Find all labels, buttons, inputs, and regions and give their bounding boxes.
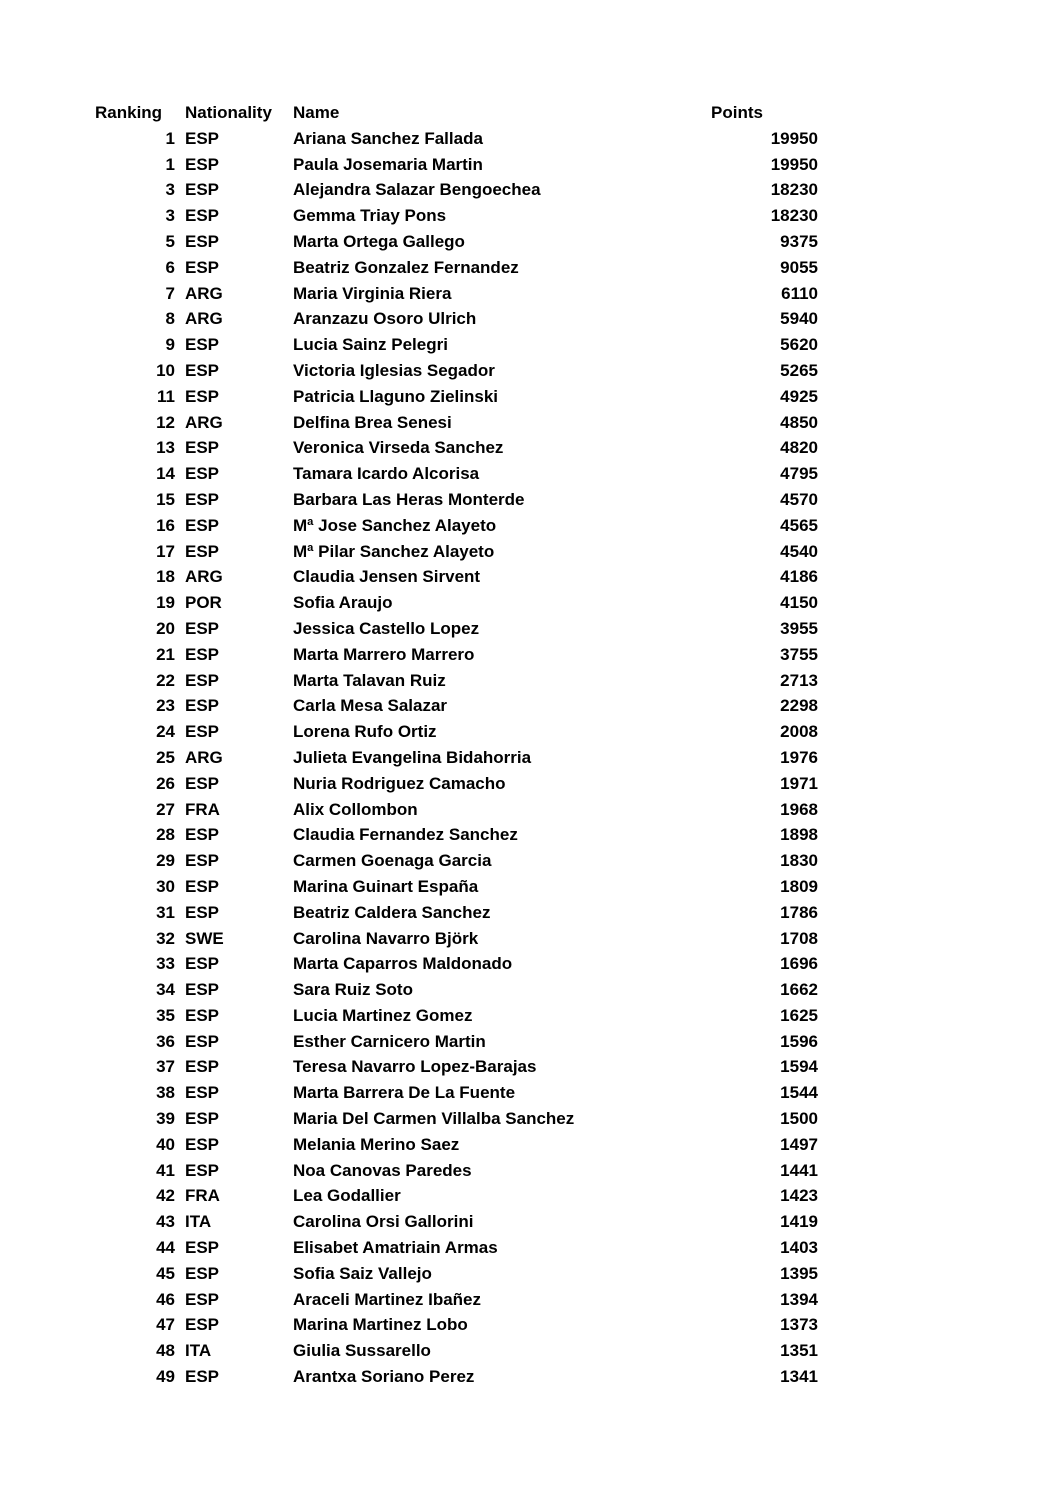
points-cell: 1423 bbox=[780, 1186, 818, 1206]
name-cell: Delfina Brea Senesi bbox=[293, 412, 452, 432]
name-cell: Alix Collombon bbox=[293, 799, 418, 819]
ranking-cell: 23 bbox=[156, 696, 175, 716]
nationality-cell: POR bbox=[185, 593, 222, 613]
nationality-cell: ESP bbox=[185, 1109, 220, 1129]
table-body bbox=[0, 126, 1058, 1390]
table-row bbox=[0, 874, 1058, 900]
name-cell: Claudia Fernandez Sanchez bbox=[293, 825, 518, 845]
name-cell: Marta Talavan Ruiz bbox=[293, 670, 446, 690]
name-cell: Carolina Navarro Björk bbox=[293, 928, 479, 948]
table-row bbox=[0, 1261, 1058, 1287]
nationality-cell: ESP bbox=[185, 722, 220, 742]
nationality-cell: ESP bbox=[185, 489, 220, 509]
name-cell: Marina Guinart España bbox=[293, 876, 479, 896]
name-cell: Noa Canovas Paredes bbox=[293, 1160, 472, 1180]
name-cell: Lorena Rufo Ortiz bbox=[293, 722, 437, 742]
points-cell: 4186 bbox=[780, 567, 818, 587]
name-cell: Teresa Navarro Lopez-Barajas bbox=[293, 1057, 537, 1077]
name-cell: Maria Del Carmen Villalba Sanchez bbox=[293, 1109, 575, 1129]
ranking-cell: 7 bbox=[165, 283, 175, 303]
points-cell: 1395 bbox=[780, 1263, 818, 1283]
table-row bbox=[0, 1080, 1058, 1106]
ranking-cell: 41 bbox=[156, 1160, 175, 1180]
points-cell: 1696 bbox=[780, 954, 818, 974]
table-row bbox=[0, 848, 1058, 874]
nationality-cell: ESP bbox=[185, 154, 220, 174]
ranking-cell: 32 bbox=[156, 928, 175, 948]
nationality-cell: ESP bbox=[185, 1057, 220, 1077]
name-cell: Araceli Martinez Ibañez bbox=[293, 1289, 482, 1309]
name-cell: Patricia Llaguno Zielinski bbox=[293, 386, 498, 406]
points-cell: 1809 bbox=[780, 876, 818, 896]
name-cell: Paula Josemaria Martin bbox=[293, 154, 483, 174]
name-cell: Aranzazu Osoro Ulrich bbox=[293, 309, 477, 329]
table-row bbox=[0, 435, 1058, 461]
nationality-cell: ESP bbox=[185, 618, 220, 638]
points-cell: 1971 bbox=[780, 773, 818, 793]
nationality-cell: ESP bbox=[185, 180, 220, 200]
nationality-cell: ITA bbox=[185, 1341, 212, 1361]
table-row bbox=[0, 281, 1058, 307]
nationality-cell: ESP bbox=[185, 1083, 220, 1103]
table-row bbox=[0, 616, 1058, 642]
ranking-cell: 43 bbox=[156, 1212, 175, 1232]
points-cell: 1351 bbox=[780, 1341, 818, 1361]
ranking-cell: 12 bbox=[156, 412, 175, 432]
points-cell: 3755 bbox=[780, 644, 818, 664]
table-row bbox=[0, 332, 1058, 358]
points-cell: 1596 bbox=[780, 1031, 818, 1051]
ranking-cell: 5 bbox=[165, 231, 175, 251]
table-row bbox=[0, 719, 1058, 745]
table-row bbox=[0, 1312, 1058, 1338]
name-cell: Alejandra Salazar Bengoechea bbox=[293, 180, 541, 200]
nationality-cell: ESP bbox=[185, 902, 220, 922]
name-cell: Claudia Jensen Sirvent bbox=[293, 567, 481, 587]
table-header-row bbox=[0, 100, 1058, 126]
ranking-cell: 35 bbox=[156, 1005, 175, 1025]
points-cell: 1708 bbox=[780, 928, 818, 948]
name-cell: Melania Merino Saez bbox=[293, 1134, 460, 1154]
ranking-cell: 31 bbox=[156, 902, 175, 922]
ranking-cell: 30 bbox=[156, 876, 175, 896]
name-cell: Beatriz Gonzalez Fernandez bbox=[293, 257, 519, 277]
table-row bbox=[0, 745, 1058, 771]
table-row bbox=[0, 977, 1058, 1003]
table-row bbox=[0, 384, 1058, 410]
points-cell: 1419 bbox=[780, 1212, 818, 1232]
ranking-cell: 33 bbox=[156, 954, 175, 974]
table-row bbox=[0, 229, 1058, 255]
table-row bbox=[0, 539, 1058, 565]
nationality-cell: ESP bbox=[185, 438, 220, 458]
ranking-cell: 11 bbox=[157, 386, 175, 406]
ranking-cell: 38 bbox=[156, 1083, 175, 1103]
points-cell: 18230 bbox=[770, 206, 818, 226]
ranking-cell: 34 bbox=[156, 980, 175, 1000]
table-row bbox=[0, 358, 1058, 384]
nationality-cell: ESP bbox=[185, 773, 220, 793]
table-row bbox=[0, 177, 1058, 203]
points-cell: 4540 bbox=[780, 541, 818, 561]
nationality-cell: ESP bbox=[185, 851, 220, 871]
column-header-name: Name bbox=[293, 103, 340, 122]
name-cell: Lucia Sainz Pelegri bbox=[293, 335, 448, 355]
points-cell: 4820 bbox=[780, 438, 818, 458]
name-cell: Sara Ruiz Soto bbox=[293, 980, 413, 1000]
nationality-cell: ESP bbox=[185, 1134, 220, 1154]
ranking-cell: 19 bbox=[156, 593, 175, 613]
points-cell: 1341 bbox=[780, 1367, 818, 1387]
ranking-cell: 16 bbox=[156, 515, 175, 535]
name-cell: Marta Marrero Marrero bbox=[293, 644, 475, 664]
nationality-cell: ESP bbox=[185, 980, 220, 1000]
name-cell: Arantxa Soriano Perez bbox=[293, 1367, 475, 1387]
name-cell: Marta Caparros Maldonado bbox=[293, 954, 513, 974]
table-row bbox=[0, 152, 1058, 178]
points-cell: 1594 bbox=[780, 1057, 818, 1077]
ranking-cell: 26 bbox=[156, 773, 175, 793]
ranking-cell: 18 bbox=[156, 567, 175, 587]
nationality-cell: ESP bbox=[185, 1005, 220, 1025]
table-row bbox=[0, 564, 1058, 590]
name-cell: Victoria Iglesias Segador bbox=[293, 360, 495, 380]
nationality-cell: ARG bbox=[185, 283, 223, 303]
table-row bbox=[0, 900, 1058, 926]
nationality-cell: ESP bbox=[185, 1367, 220, 1387]
ranking-cell: 15 bbox=[156, 489, 175, 509]
points-cell: 4150 bbox=[780, 593, 818, 613]
table-row bbox=[0, 410, 1058, 436]
table-row bbox=[0, 1209, 1058, 1235]
table-row bbox=[0, 1106, 1058, 1132]
nationality-cell: ESP bbox=[185, 128, 220, 148]
nationality-cell: ESP bbox=[185, 1289, 220, 1309]
ranking-cell: 1 bbox=[165, 128, 175, 148]
table-row bbox=[0, 126, 1058, 152]
points-cell: 19950 bbox=[770, 128, 818, 148]
points-cell: 2008 bbox=[780, 722, 818, 742]
table-row bbox=[0, 951, 1058, 977]
nationality-cell: ESP bbox=[185, 231, 220, 251]
nationality-cell: ESP bbox=[185, 1238, 220, 1258]
name-cell: Tamara Icardo Alcorisa bbox=[293, 464, 480, 484]
ranking-cell: 21 bbox=[156, 644, 175, 664]
points-cell: 9055 bbox=[780, 257, 818, 277]
nationality-cell: ESP bbox=[185, 206, 220, 226]
ranking-cell: 13 bbox=[156, 438, 175, 458]
name-cell: Esther Carnicero Martin bbox=[293, 1031, 486, 1051]
name-cell: Marta Barrera De La Fuente bbox=[293, 1083, 516, 1103]
ranking-cell: 10 bbox=[156, 360, 175, 380]
nationality-cell: FRA bbox=[185, 799, 220, 819]
nationality-cell: ESP bbox=[185, 696, 220, 716]
ranking-cell: 20 bbox=[156, 618, 175, 638]
nationality-cell: ESP bbox=[185, 1160, 220, 1180]
ranking-cell: 39 bbox=[156, 1109, 175, 1129]
points-cell: 1394 bbox=[780, 1289, 818, 1309]
name-cell: Ariana Sanchez Fallada bbox=[293, 128, 483, 148]
table-row bbox=[0, 642, 1058, 668]
ranking-cell: 37 bbox=[156, 1057, 175, 1077]
ranking-cell: 1 bbox=[165, 154, 175, 174]
nationality-cell: ESP bbox=[185, 541, 220, 561]
points-cell: 5620 bbox=[780, 335, 818, 355]
points-cell: 1497 bbox=[780, 1134, 818, 1154]
name-cell: Nuria Rodriguez Camacho bbox=[293, 773, 506, 793]
name-cell: Mª Pilar Sanchez Alayeto bbox=[293, 541, 495, 561]
table-row bbox=[0, 306, 1058, 332]
column-header-nationality: Nationality bbox=[185, 103, 272, 122]
table-row bbox=[0, 1287, 1058, 1313]
table-row bbox=[0, 203, 1058, 229]
nationality-cell: ESP bbox=[185, 515, 220, 535]
table-row bbox=[0, 255, 1058, 281]
nationality-cell: ESP bbox=[185, 335, 220, 355]
nationality-cell: ESP bbox=[185, 954, 220, 974]
points-cell: 18230 bbox=[770, 180, 818, 200]
name-cell: Lucia Martinez Gomez bbox=[293, 1005, 473, 1025]
name-cell: Carmen Goenaga Garcia bbox=[293, 851, 492, 871]
ranking-cell: 36 bbox=[156, 1031, 175, 1051]
points-cell: 2713 bbox=[780, 670, 818, 690]
ranking-cell: 25 bbox=[156, 747, 175, 767]
nationality-cell: ITA bbox=[185, 1212, 212, 1232]
ranking-cell: 46 bbox=[156, 1289, 175, 1309]
table-row bbox=[0, 1158, 1058, 1184]
nationality-cell: ESP bbox=[185, 386, 220, 406]
ranking-cell: 28 bbox=[156, 825, 175, 845]
table-row bbox=[0, 1054, 1058, 1080]
name-cell: Marina Martinez Lobo bbox=[293, 1315, 468, 1335]
column-header-points: Points bbox=[711, 103, 763, 122]
name-cell: Jessica Castello Lopez bbox=[293, 618, 480, 638]
nationality-cell: SWE bbox=[185, 928, 224, 948]
ranking-cell: 6 bbox=[165, 257, 175, 277]
name-cell: Carla Mesa Salazar bbox=[293, 696, 448, 716]
points-cell: 4570 bbox=[780, 489, 818, 509]
name-cell: Sofia Araujo bbox=[293, 593, 393, 613]
table-row bbox=[0, 1029, 1058, 1055]
points-cell: 1625 bbox=[780, 1005, 818, 1025]
nationality-cell: ESP bbox=[185, 670, 220, 690]
points-cell: 1786 bbox=[780, 902, 818, 922]
name-cell: Sofia Saiz Vallejo bbox=[293, 1263, 432, 1283]
name-cell: Beatriz Caldera Sanchez bbox=[293, 902, 491, 922]
nationality-cell: FRA bbox=[185, 1186, 220, 1206]
name-cell: Maria Virginia Riera bbox=[293, 283, 452, 303]
points-cell: 1662 bbox=[780, 980, 818, 1000]
points-cell: 1976 bbox=[780, 747, 818, 767]
ranking-cell: 47 bbox=[156, 1315, 175, 1335]
table-row bbox=[0, 1364, 1058, 1390]
nationality-cell: ESP bbox=[185, 464, 220, 484]
points-cell: 9375 bbox=[780, 231, 818, 251]
nationality-cell: ARG bbox=[185, 747, 223, 767]
nationality-cell: ESP bbox=[185, 876, 220, 896]
nationality-cell: ESP bbox=[185, 1315, 220, 1335]
points-cell: 1441 bbox=[780, 1160, 818, 1180]
table-row bbox=[0, 771, 1058, 797]
name-cell: Mª Jose Sanchez Alayeto bbox=[293, 515, 497, 535]
table-row bbox=[0, 1132, 1058, 1158]
points-cell: 1830 bbox=[780, 851, 818, 871]
name-cell: Elisabet Amatriain Armas bbox=[293, 1238, 498, 1258]
name-cell: Giulia Sussarello bbox=[293, 1341, 431, 1361]
table-row bbox=[0, 513, 1058, 539]
ranking-cell: 17 bbox=[156, 541, 175, 561]
nationality-cell: ESP bbox=[185, 1263, 220, 1283]
ranking-cell: 3 bbox=[165, 206, 175, 226]
nationality-cell: ESP bbox=[185, 360, 220, 380]
name-cell: Veronica Virseda Sanchez bbox=[293, 438, 504, 458]
ranking-cell: 8 bbox=[165, 309, 175, 329]
points-cell: 4850 bbox=[780, 412, 818, 432]
points-cell: 1403 bbox=[780, 1238, 818, 1258]
points-cell: 3955 bbox=[780, 618, 818, 638]
nationality-cell: ARG bbox=[185, 567, 223, 587]
table-row bbox=[0, 590, 1058, 616]
table-row bbox=[0, 1338, 1058, 1364]
ranking-cell: 45 bbox=[156, 1263, 175, 1283]
ranking-table bbox=[0, 100, 1058, 1390]
table-row bbox=[0, 461, 1058, 487]
points-cell: 4565 bbox=[780, 515, 818, 535]
nationality-cell: ESP bbox=[185, 644, 220, 664]
ranking-cell: 9 bbox=[165, 335, 175, 355]
ranking-cell: 42 bbox=[156, 1186, 175, 1206]
name-cell: Carolina Orsi Gallorini bbox=[293, 1212, 474, 1232]
table-row bbox=[0, 822, 1058, 848]
points-cell: 4925 bbox=[780, 386, 818, 406]
points-cell: 4795 bbox=[780, 464, 818, 484]
ranking-cell: 22 bbox=[156, 670, 175, 690]
points-cell: 1500 bbox=[780, 1109, 818, 1129]
points-cell: 5265 bbox=[780, 360, 818, 380]
name-cell: Lea Godallier bbox=[293, 1186, 401, 1206]
nationality-cell: ESP bbox=[185, 825, 220, 845]
table-row bbox=[0, 926, 1058, 952]
points-cell: 19950 bbox=[770, 154, 818, 174]
table-row bbox=[0, 1183, 1058, 1209]
points-cell: 5940 bbox=[780, 309, 818, 329]
table-row bbox=[0, 797, 1058, 823]
nationality-cell: ESP bbox=[185, 257, 220, 277]
points-cell: 6110 bbox=[781, 283, 818, 303]
name-cell: Gemma Triay Pons bbox=[293, 206, 447, 226]
ranking-cell: 48 bbox=[156, 1341, 175, 1361]
ranking-cell: 14 bbox=[156, 464, 175, 484]
ranking-cell: 44 bbox=[156, 1238, 175, 1258]
ranking-cell: 29 bbox=[156, 851, 175, 871]
ranking-cell: 3 bbox=[165, 180, 175, 200]
points-cell: 1898 bbox=[780, 825, 818, 845]
points-cell: 1544 bbox=[780, 1083, 818, 1103]
table-row bbox=[0, 1003, 1058, 1029]
nationality-cell: ARG bbox=[185, 412, 223, 432]
ranking-cell: 40 bbox=[156, 1134, 175, 1154]
name-cell: Barbara Las Heras Monterde bbox=[293, 489, 525, 509]
table-row bbox=[0, 487, 1058, 513]
points-cell: 1373 bbox=[780, 1315, 818, 1335]
column-header-ranking: Ranking bbox=[95, 103, 163, 122]
table-row bbox=[0, 1235, 1058, 1261]
points-cell: 1968 bbox=[780, 799, 818, 819]
table-row bbox=[0, 668, 1058, 694]
name-cell: Marta Ortega Gallego bbox=[293, 231, 465, 251]
points-cell: 2298 bbox=[780, 696, 818, 716]
nationality-cell: ESP bbox=[185, 1031, 220, 1051]
ranking-cell: 24 bbox=[156, 722, 175, 742]
ranking-cell: 27 bbox=[156, 799, 175, 819]
ranking-cell: 49 bbox=[156, 1367, 175, 1387]
nationality-cell: ARG bbox=[185, 309, 223, 329]
name-cell: Julieta Evangelina Bidahorria bbox=[293, 747, 532, 767]
table-row bbox=[0, 693, 1058, 719]
